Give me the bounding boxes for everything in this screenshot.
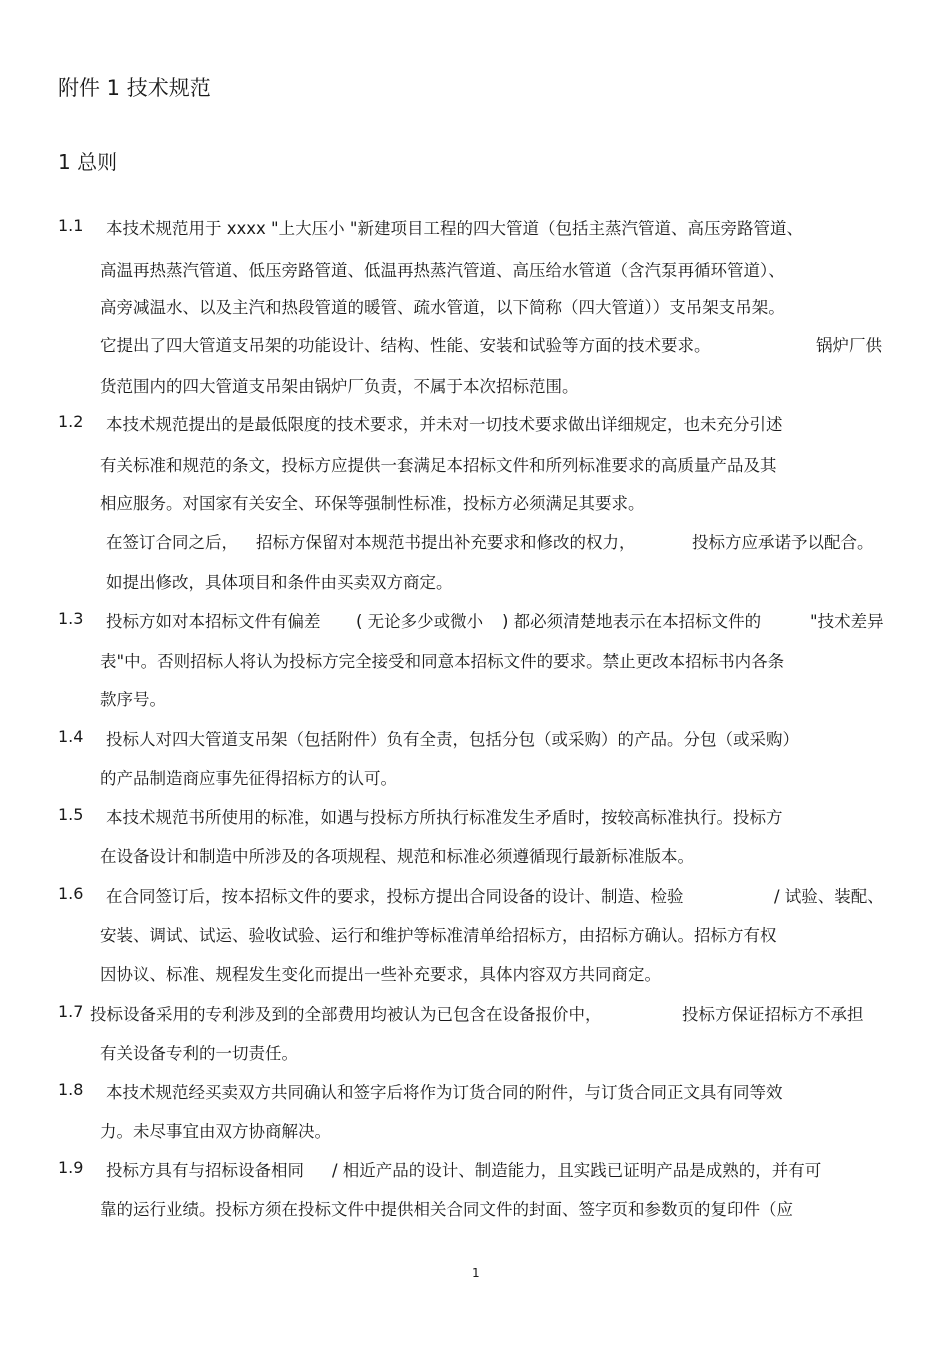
- clause-number: 1.8: [58, 1080, 84, 1099]
- clause-number: 1.1: [58, 216, 84, 235]
- clause-line: 因协议、标准、规程发生变化而提出一些补充要求，具体内容双方共同商定。: [100, 965, 661, 984]
- clause-line: 本技术规范提出的是最低限度的技术要求，并未对一切技术要求做出详细规定，也未充分引述: [106, 415, 783, 434]
- clause-line: 在设备设计和制造中所涉及的各项规程、规范和标准必须遵循现行最新标准版本。: [100, 847, 694, 866]
- clause-line: 本技术规范书所使用的标准，如遇与投标方所执行标准发生矛盾时，按较高标准执行。投标方: [106, 808, 783, 827]
- clause-line: / 试验、装配、: [774, 887, 884, 906]
- clause-line: 投标方保证招标方不承担: [682, 1005, 864, 1024]
- clause-line: 有关设备专利的一切责任。: [100, 1044, 298, 1063]
- clause-line: 在签订合同之后，: [106, 533, 238, 552]
- clause-line: 本技术规范用于 xxxx "上大压小 "新建项目工程的四大管道（包括主蒸汽管道、高压旁路管道、: [106, 219, 803, 238]
- clause-line: 投标人对四大管道支吊架（包括附件）负有全责，包括分包（或采购）的产品。分包（或采购）: [106, 730, 799, 749]
- clause-line: 表"中。否则招标人将认为投标方完全接受和同意本招标文件的要求。禁止更改本招标书内各条: [100, 652, 785, 671]
- clause-line: 高温再热蒸汽管道、低压旁路管道、低温再热蒸汽管道、高压给水管道（含汽泵再循环管道）、: [100, 261, 785, 280]
- section-heading: 1 总则: [58, 150, 118, 174]
- clause-line: 款序号。: [100, 690, 166, 709]
- clause-line: 投标方如对本招标文件有偏差: [106, 612, 321, 631]
- clause-number: 1.9: [58, 1158, 84, 1177]
- clause-line: 招标方保留对本规范书提出补充要求和修改的权力，: [256, 533, 636, 552]
- clause-line: 有关标准和规范的条文，投标方应提供一套满足本招标文件和所列标准要求的高质量产品及其: [100, 456, 777, 475]
- clause-line: "技术差异: [810, 612, 884, 631]
- clause-line: / 相近产品的设计、制造能力，且实践已证明产品是成熟的，并有可: [332, 1161, 822, 1180]
- clause-line: 高旁减温水、以及主汽和热段管道的暖管、疏水管道，以下简称（四大管道））支吊架支吊架。: [100, 298, 785, 317]
- clause-line: 本技术规范经买卖双方共同确认和签字后将作为订货合同的附件，与订货合同正文具有同等效: [106, 1083, 783, 1102]
- clause-line: 靠的运行业绩。投标方须在投标文件中提供相关合同文件的封面、签字页和参数页的复印件（应: [100, 1200, 793, 1219]
- clause-number: 1.3: [58, 609, 84, 628]
- clause-line: 它提出了四大管道支吊架的功能设计、结构、性能、安装和试验等方面的技术要求。: [100, 336, 711, 355]
- clause-line: 相应服务。对国家有关安全、环保等强制性标准，投标方必须满足其要求。: [100, 494, 645, 513]
- clause-line: ( 无论多少或微小: [356, 612, 484, 631]
- clause-line: ) 都必须清楚地表示在本招标文件的: [502, 612, 762, 631]
- clause-number: 1.7: [58, 1002, 84, 1021]
- clause-line: 在合同签订后，按本招标文件的要求，投标方提出合同设备的设计、制造、检验: [106, 887, 684, 906]
- clause-number: 1.5: [58, 805, 84, 824]
- page-number: 1: [472, 1266, 480, 1280]
- clause-number: 1.6: [58, 884, 84, 903]
- clause-number: 1.2: [58, 412, 84, 431]
- clause-line: 如提出修改，具体项目和条件由买卖双方商定。: [106, 573, 453, 592]
- clause-number: 1.4: [58, 727, 84, 746]
- clause-line: 投标方应承诺予以配合。: [692, 533, 874, 552]
- clause-line: 力。未尽事宜由双方协商解决。: [100, 1122, 331, 1141]
- attachment-title: 附件 1 技术规范: [58, 76, 211, 100]
- clause-line: 锅炉厂供: [816, 336, 882, 355]
- clause-line: 的产品制造商应事先征得招标方的认可。: [100, 769, 397, 788]
- clause-line: 安装、调试、试运、验收试验、运行和维护等标准清单给招标方，由招标方确认。招标方有权: [100, 926, 777, 945]
- clause-line: 投标方具有与招标设备相同: [106, 1161, 304, 1180]
- clause-line: 货范围内的四大管道支吊架由锅炉厂负责，不属于本次招标范围。: [100, 377, 579, 396]
- clause-line: 投标设备采用的专利涉及到的全部费用均被认为已包含在设备报价中，: [90, 1005, 602, 1024]
